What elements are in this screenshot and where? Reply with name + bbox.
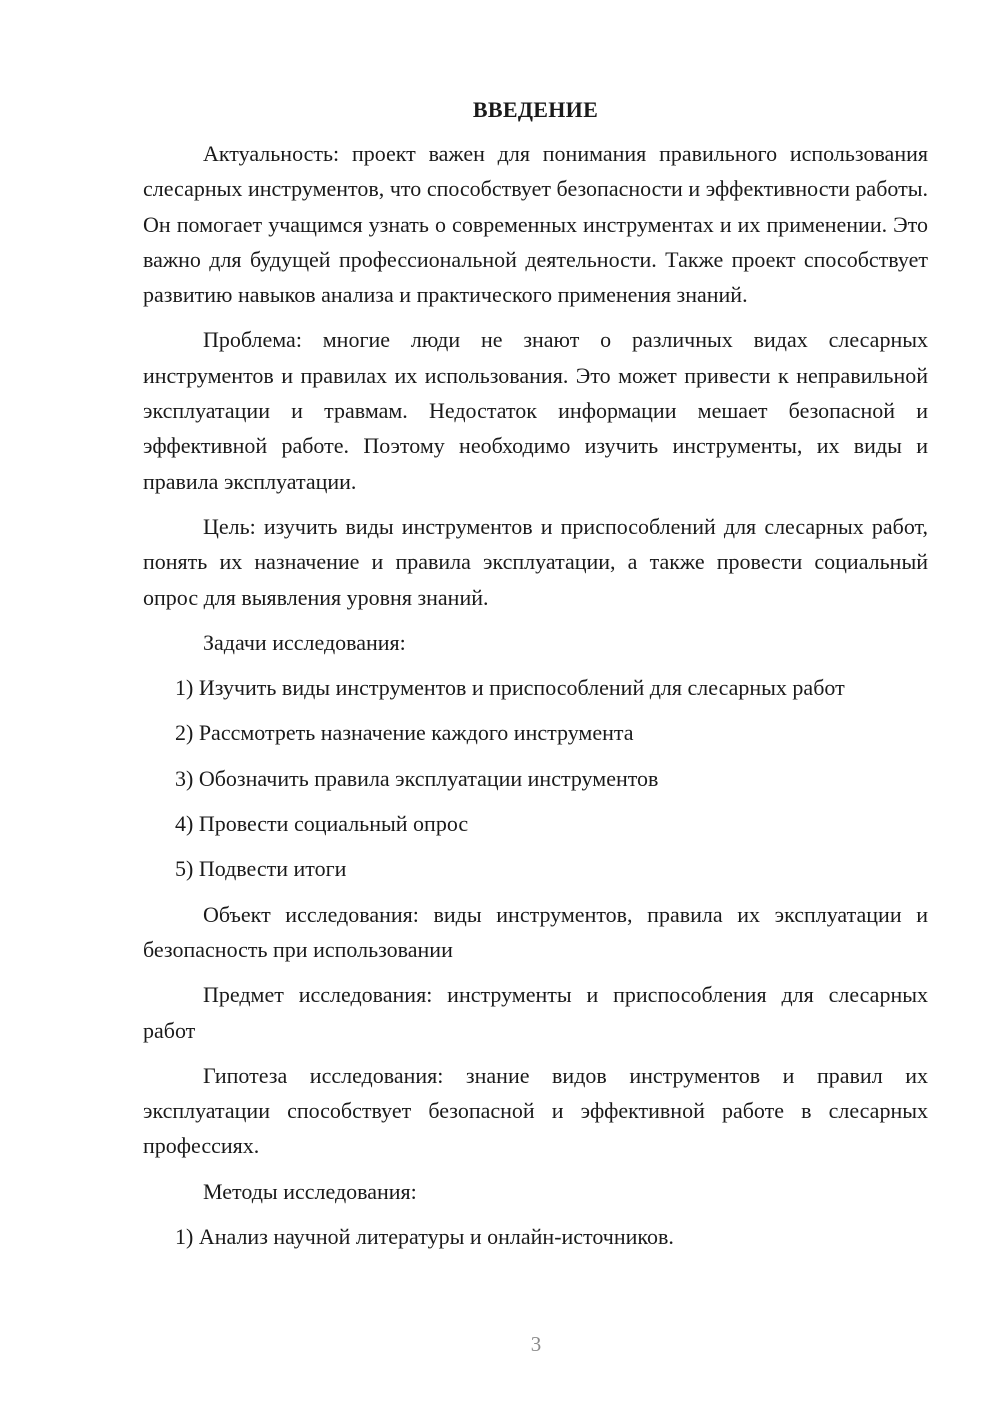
task-item: 2) Рассмотреть назначение каждого инструмента <box>175 720 634 746</box>
task-item: 5) Подвести итоги <box>175 856 347 882</box>
page-number: 3 <box>530 1332 542 1356</box>
method-item: 1) Анализ научной литературы и онлайн-источников. <box>175 1224 674 1250</box>
paragraph-relevance: Актуальность: проект важен для понимания правильного использования слесарных инструментов, что способствует безопасности и эффективности работы. Он помогает учащимся узнать о современных инструментах и их применении. Это важно для будущей профессиональной деятельности. Также проект способствует развитию навыков анализа и практического применения знаний. <box>143 141 928 308</box>
task-item: 1) Изучить виды инструментов и приспособлений для слесарных работ <box>175 675 845 701</box>
paragraph-problem: Проблема: многие люди не знают о различных видах слесарных инструментов и правилах их использования. Это может привести к неправильной эксплуатации и травмам. Недостаток информации мешает безопасной и эффективной работе. Поэтому необходимо изучить инструменты, их виды и правила эксплуатации. <box>143 327 928 494</box>
page-title: ВВЕДЕНИЕ <box>472 97 599 122</box>
paragraph-object: Объект исследования: виды инструментов, правила их эксплуатации и безопасность при использовании <box>143 901 928 962</box>
page-content <box>143 94 928 1264</box>
paragraph-goal: Цель: изучить виды инструментов и приспособлений для слесарных работ, понять их назначение и правила эксплуатации, а также провести социальный опрос для выявления уровня знаний. <box>143 513 928 610</box>
paragraph-hypothesis: Гипотеза исследования: знание видов инструментов и правил их эксплуатации способствует безопасной и эффективной работе в слесарных профессиях. <box>143 1062 928 1159</box>
tasks-heading: Задачи исследования: <box>203 629 406 655</box>
methods-heading: Методы исследования: <box>203 1178 417 1204</box>
task-item: 4) Провести социальный опрос <box>175 811 469 837</box>
task-item: 3) Обозначить правила эксплуатации инструментов <box>175 765 659 791</box>
paragraph-subject: Предмет исследования: инструменты и приспособления для слесарных работ <box>143 982 928 1043</box>
